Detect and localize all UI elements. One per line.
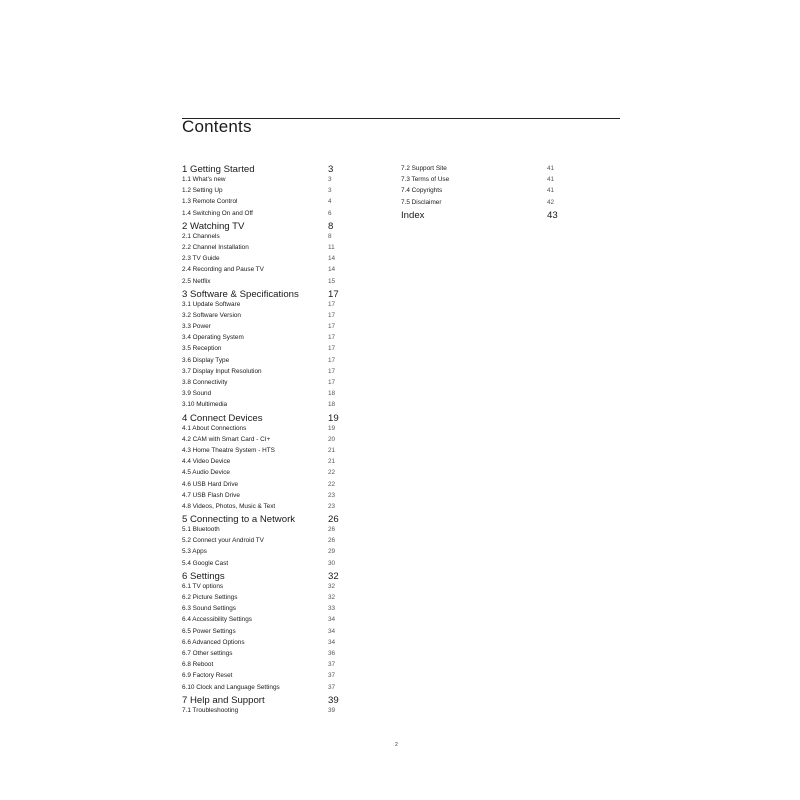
toc-entry-label: 6.9 Factory Reset bbox=[182, 672, 233, 680]
toc-chapter-entry[interactable] bbox=[182, 571, 342, 581]
toc-entry-label: 4.1 About Connections bbox=[182, 424, 247, 432]
toc-entry-page: 39 bbox=[328, 694, 339, 706]
toc-section-entry[interactable] bbox=[401, 174, 561, 185]
toc-section-entry[interactable] bbox=[182, 445, 342, 456]
toc-entry-page: 21 bbox=[328, 446, 336, 454]
toc-entry-page: 41 bbox=[547, 165, 555, 172]
toc-entry-label: 4.4 Video Device bbox=[182, 458, 231, 466]
toc-section-entry[interactable] bbox=[182, 332, 342, 343]
toc-section-entry[interactable] bbox=[182, 343, 342, 354]
toc-entry-page: 17 bbox=[328, 379, 336, 386]
toc-entry-label: 7.1 Troubleshooting bbox=[182, 706, 239, 714]
toc-entry-page: 26 bbox=[328, 526, 336, 534]
toc-entry-page: 26 bbox=[328, 514, 339, 526]
toc-entry-label: 1.4 Switching On and Off bbox=[182, 209, 253, 217]
toc-entry-page: 17 bbox=[328, 345, 336, 353]
toc-section-entry[interactable] bbox=[401, 163, 561, 174]
toc-entry-label: 5.1 Bluetooth bbox=[182, 526, 220, 534]
toc-entry-page: 23 bbox=[328, 502, 336, 510]
toc-entry-label: 6.4 Accessibility Settings bbox=[182, 616, 252, 624]
toc-entry-page: 41 bbox=[547, 187, 555, 195]
toc-entry-label: 3.6 Display Type bbox=[182, 356, 230, 364]
toc-entry-label: 5 Connecting to a Network bbox=[182, 514, 296, 526]
toc-entry-page: 30 bbox=[328, 559, 336, 567]
toc-left-column bbox=[182, 164, 342, 716]
toc-entry-label: 1 Getting Started bbox=[182, 164, 255, 175]
toc-section-entry[interactable] bbox=[182, 388, 342, 399]
toc-entry-page: 17 bbox=[328, 367, 336, 375]
toc-entry-label: 4.5 Audio Device bbox=[182, 469, 230, 477]
toc-entry-page: 3 bbox=[328, 187, 332, 195]
toc-section-entry[interactable] bbox=[182, 208, 342, 219]
toc-entry-label: 3.10 Multimedia bbox=[182, 401, 228, 409]
toc-entry-page: 19 bbox=[328, 424, 336, 432]
toc-chapter-entry[interactable] bbox=[182, 164, 342, 174]
toc-entry-label: 7.4 Copyrights bbox=[401, 187, 443, 195]
toc-entry-page: 41 bbox=[547, 176, 555, 184]
toc-section-entry[interactable] bbox=[182, 501, 342, 512]
toc-entry-label: 1.2 Setting Up bbox=[182, 187, 223, 195]
toc-section-entry[interactable] bbox=[182, 310, 342, 321]
toc-entry-label: 7.3 Terms of Use bbox=[401, 176, 450, 184]
toc-entry-label: 6.2 Picture Settings bbox=[182, 594, 238, 601]
toc-chapter-entry[interactable] bbox=[182, 221, 342, 231]
toc-entry-page: 18 bbox=[328, 401, 336, 409]
toc-right-column bbox=[401, 163, 561, 220]
toc-entry-page: 22 bbox=[328, 469, 336, 477]
toc-entry-label: 3.2 Software Version bbox=[182, 311, 241, 319]
toc-chapter-entry[interactable] bbox=[182, 413, 342, 423]
toc-entry-page: 3 bbox=[328, 164, 334, 175]
toc-entry-label: 4.3 Home Theatre System - HTS bbox=[182, 446, 275, 454]
toc-entry-page: 34 bbox=[328, 616, 336, 624]
toc-section-entry[interactable] bbox=[182, 174, 342, 185]
toc-section-entry[interactable] bbox=[182, 377, 342, 388]
toc-entry-page: 17 bbox=[328, 300, 336, 308]
toc-entry-page: 14 bbox=[328, 266, 336, 274]
toc-entry-page: 17 bbox=[328, 323, 336, 331]
toc-entry-label: 3.4 Operating System bbox=[182, 334, 244, 342]
toc-section-entry[interactable] bbox=[182, 592, 342, 603]
toc-entry-page: 11 bbox=[328, 243, 335, 251]
toc-entry-page: 36 bbox=[328, 649, 336, 657]
toc-entry-label: 6.7 Other settings bbox=[182, 649, 233, 657]
toc-entry-page: 15 bbox=[328, 277, 336, 285]
toc-entry-page: 3 bbox=[328, 176, 332, 183]
toc-entry-page: 26 bbox=[328, 537, 336, 545]
toc-entry-page: 17 bbox=[328, 311, 336, 319]
toc-entry-page: 4 bbox=[328, 198, 332, 206]
toc-section-entry[interactable] bbox=[401, 185, 561, 196]
toc-entry-page: 8 bbox=[328, 220, 334, 232]
toc-entry-page: 6 bbox=[328, 209, 332, 217]
toc-entry-label: 1.3 Remote Control bbox=[182, 198, 238, 206]
toc-entry-page: 18 bbox=[328, 390, 336, 398]
page-number: 2 bbox=[395, 742, 398, 748]
toc-section-entry[interactable] bbox=[182, 637, 342, 648]
toc-entry-label: 2.4 Recording and Pause TV bbox=[182, 266, 264, 274]
toc-section-entry[interactable] bbox=[182, 581, 342, 592]
toc-section-entry[interactable] bbox=[182, 546, 342, 557]
toc-entry-page: 14 bbox=[328, 255, 336, 263]
toc-section-entry[interactable] bbox=[182, 456, 342, 467]
toc-entry-label: 2.3 TV Guide bbox=[182, 255, 220, 263]
toc-section-entry[interactable] bbox=[182, 535, 342, 546]
toc-entry-page: 19 bbox=[328, 412, 339, 424]
page-title: Contents bbox=[182, 117, 252, 136]
toc-section-entry[interactable] bbox=[182, 423, 342, 434]
toc-entry-label: 6.5 Power Settings bbox=[182, 627, 236, 635]
toc-section-entry[interactable] bbox=[182, 626, 342, 637]
toc-entry-label: 6 Settings bbox=[182, 570, 225, 582]
toc-section-entry[interactable] bbox=[182, 253, 342, 264]
toc-entry-page: 29 bbox=[328, 548, 336, 556]
toc-section-entry[interactable] bbox=[182, 659, 342, 670]
toc-section-entry[interactable] bbox=[182, 670, 342, 681]
toc-entry-label: 3.1 Update Software bbox=[182, 300, 241, 308]
toc-entry-page: 22 bbox=[328, 480, 336, 488]
toc-section-entry[interactable] bbox=[182, 490, 342, 501]
toc-entry-page: 21 bbox=[328, 458, 336, 466]
toc-entry-label: 2 Watching TV bbox=[182, 220, 245, 232]
toc-entry-label: 4 Connect Devices bbox=[182, 412, 263, 424]
toc-entry-label: 3 Software & Specifications bbox=[182, 288, 299, 300]
toc-entry-page: 20 bbox=[328, 435, 336, 443]
toc-entry-page: 34 bbox=[328, 627, 336, 635]
toc-entry-label: 5.3 Apps bbox=[182, 548, 207, 556]
toc-entry-label: 2.1 Channels bbox=[182, 232, 220, 240]
toc-entry-label: 7.5 Disclaimer bbox=[401, 198, 442, 206]
toc-section-entry[interactable] bbox=[182, 479, 342, 490]
toc-section-entry[interactable] bbox=[182, 614, 342, 625]
toc-entry-page: 17 bbox=[328, 356, 336, 364]
toc-section-entry[interactable] bbox=[182, 524, 342, 535]
toc-entry-label: 3.7 Display Input Resolution bbox=[182, 367, 262, 375]
toc-entry-label: 7.2 Support Site bbox=[401, 165, 447, 172]
toc-entry-label: 5.2 Connect your Android TV bbox=[182, 537, 264, 545]
toc-section-entry[interactable] bbox=[182, 603, 342, 614]
toc-section-entry[interactable] bbox=[182, 264, 342, 275]
toc-section-entry[interactable] bbox=[182, 185, 342, 196]
toc-section-entry[interactable] bbox=[182, 355, 342, 366]
toc-section-entry[interactable] bbox=[182, 558, 342, 569]
toc-section-entry[interactable] bbox=[182, 434, 342, 445]
toc-section-entry[interactable] bbox=[182, 242, 342, 253]
toc-entry-label: 2.2 Channel Installation bbox=[182, 243, 249, 251]
toc-entry-label: Index bbox=[401, 209, 425, 221]
toc-entry-label: 4.8 Videos, Photos, Music & Text bbox=[182, 502, 276, 510]
toc-entry-page: 34 bbox=[328, 638, 336, 646]
toc-section-entry[interactable] bbox=[401, 197, 561, 208]
toc-entry-page: 32 bbox=[328, 570, 339, 582]
toc-entry-label: 3.3 Power bbox=[182, 323, 211, 331]
toc-section-entry[interactable] bbox=[182, 299, 342, 310]
toc-section-entry[interactable] bbox=[182, 366, 342, 377]
toc-entry-label: 5.4 Google Cast bbox=[182, 559, 229, 567]
toc-entry-label: 4.6 USB Hard Drive bbox=[182, 480, 239, 488]
toc-chapter-entry[interactable] bbox=[182, 289, 342, 299]
toc-section-entry[interactable] bbox=[182, 705, 342, 716]
toc-entry-label: 6.3 Sound Settings bbox=[182, 605, 237, 613]
toc-entry-label: 6.1 TV options bbox=[182, 582, 224, 590]
toc-entry-label: 4.2 CAM with Smart Card - CI+ bbox=[182, 435, 271, 443]
toc-entry-label: 6.6 Advanced Options bbox=[182, 638, 245, 646]
toc-section-entry[interactable] bbox=[182, 399, 342, 410]
toc-section-entry[interactable] bbox=[182, 467, 342, 478]
toc-entry-label: 2.5 Netflix bbox=[182, 277, 211, 285]
toc-chapter-entry[interactable] bbox=[182, 514, 342, 524]
toc-entry-page: 43 bbox=[547, 209, 558, 221]
toc-entry-label: 6.10 Clock and Language Settings bbox=[182, 683, 280, 691]
toc-section-entry[interactable] bbox=[182, 682, 342, 693]
toc-entry-label: 3.8 Connectivity bbox=[182, 379, 228, 386]
toc-entry-page: 23 bbox=[328, 491, 336, 499]
toc-entry-page: 17 bbox=[328, 288, 339, 300]
toc-section-entry[interactable] bbox=[182, 276, 342, 287]
toc-chapter-entry[interactable] bbox=[401, 210, 561, 220]
toc-entry-page: 37 bbox=[328, 683, 336, 691]
toc-entry-page: 37 bbox=[328, 672, 336, 680]
toc-entry-label: 3.9 Sound bbox=[182, 390, 212, 398]
toc-entry-label: 3.5 Reception bbox=[182, 345, 222, 353]
toc-chapter-entry[interactable] bbox=[182, 695, 342, 705]
toc-entry-page: 33 bbox=[328, 605, 336, 613]
toc-section-entry[interactable] bbox=[182, 321, 342, 332]
toc-entry-page: 37 bbox=[328, 661, 336, 669]
toc-entry-page: 8 bbox=[328, 232, 332, 240]
toc-entry-page: 32 bbox=[328, 582, 336, 590]
toc-entry-page: 32 bbox=[328, 594, 336, 601]
toc-entry-label: 1.1 What's new bbox=[182, 176, 226, 183]
toc-entry-page: 17 bbox=[328, 334, 336, 342]
toc-entry-label: 4.7 USB Flash Drive bbox=[182, 491, 240, 499]
toc-section-entry[interactable] bbox=[182, 196, 342, 207]
toc-section-entry[interactable] bbox=[182, 231, 342, 242]
toc-section-entry[interactable] bbox=[182, 648, 342, 659]
toc-entry-label: 6.8 Reboot bbox=[182, 661, 214, 669]
toc-entry-label: 7 Help and Support bbox=[182, 694, 265, 706]
toc-entry-page: 39 bbox=[328, 706, 336, 714]
toc-entry-page: 42 bbox=[547, 198, 555, 206]
